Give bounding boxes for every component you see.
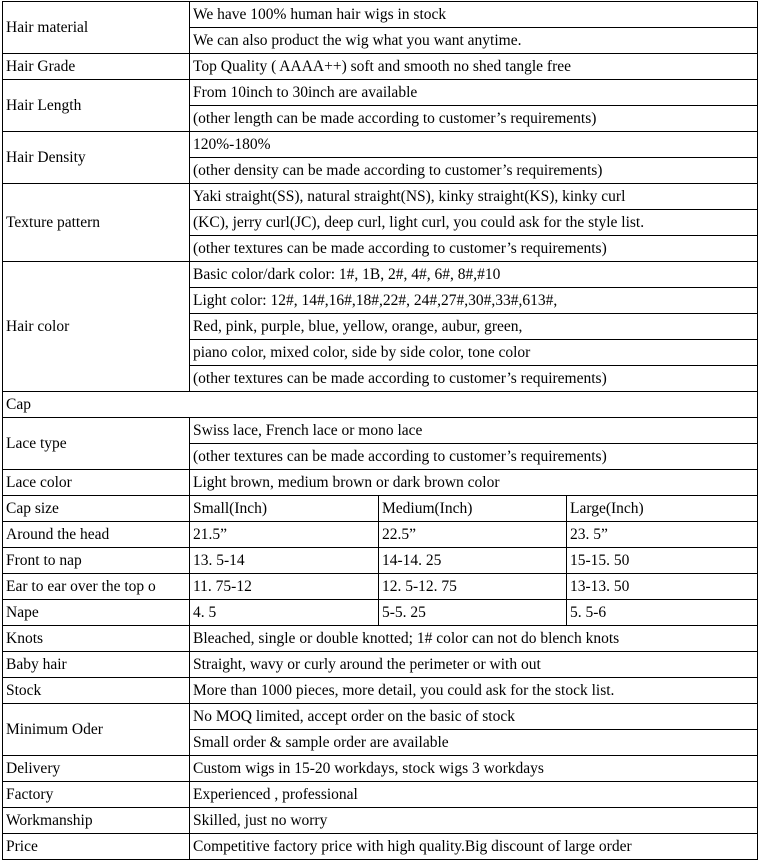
cap-size-value: 15-15. 50: [567, 548, 758, 574]
table-row: [3, 392, 758, 418]
cap-size-value: 14-14. 25: [379, 548, 567, 574]
table-row: [3, 704, 758, 730]
cap-size-value: 23. 5”: [567, 522, 758, 548]
table-row: [3, 756, 758, 782]
table-row: [3, 54, 758, 80]
cap-size-measure-label: Nape: [3, 600, 190, 626]
table-row: [3, 834, 758, 860]
row-label-baby-hair: Baby hair: [3, 652, 190, 678]
cap-size-value: 12. 5-12. 75: [379, 574, 567, 600]
row-value: (other density can be made according to customer’s requirements): [190, 158, 758, 184]
cap-size-row: [3, 600, 758, 626]
table-row: [3, 782, 758, 808]
table-row: [3, 626, 758, 652]
row-label-knots: Knots: [3, 626, 190, 652]
cap-size-measure-label: Front to nap: [3, 548, 190, 574]
cap-size-header-cell: Medium(Inch): [379, 496, 567, 522]
row-label-texture-pattern: Texture pattern: [3, 184, 190, 262]
row-label-price: Price: [3, 834, 190, 860]
table-row: [3, 808, 758, 834]
row-value: piano color, mixed color, side by side color, tone color: [190, 340, 758, 366]
row-value: Experienced , professional: [190, 782, 758, 808]
cap-size-value: 13-13. 50: [567, 574, 758, 600]
table-row: [3, 262, 758, 288]
row-label-lace-color: Lace color: [3, 470, 190, 496]
cap-size-row: [3, 574, 758, 600]
row-label-workmanship: Workmanship: [3, 808, 190, 834]
row-label-hair-density: Hair Density: [3, 132, 190, 184]
row-label-stock: Stock: [3, 678, 190, 704]
row-value: Red, pink, purple, blue, yellow, orange, aubur, green,: [190, 314, 758, 340]
cap-size-measure-label: Around the head: [3, 522, 190, 548]
row-value: More than 1000 pieces, more detail, you could ask for the stock list.: [190, 678, 758, 704]
cap-size-value: 13. 5-14: [190, 548, 379, 574]
row-label-minimum-oder: Minimum Oder: [3, 704, 190, 756]
row-value: Custom wigs in 15-20 workdays, stock wigs 3 workdays: [190, 756, 758, 782]
row-label-hair-grade: Hair Grade: [3, 54, 190, 80]
row-value: No MOQ limited, accept order on the basic of stock: [190, 704, 758, 730]
spec-sheet: [2, 1, 757, 860]
table-row: [3, 132, 758, 158]
table-row: [3, 184, 758, 210]
row-label-hair-length: Hair Length: [3, 80, 190, 132]
table-row: [3, 470, 758, 496]
cap-size-header-cell: Cap size: [3, 496, 190, 522]
row-value: Skilled, just no worry: [190, 808, 758, 834]
row-value: We have 100% human hair wigs in stock: [190, 2, 758, 28]
row-value: We can also product the wig what you want anytime.: [190, 28, 758, 54]
cap-size-value: 21.5”: [190, 522, 379, 548]
row-value: (other textures can be made according to customer’s requirements): [190, 366, 758, 392]
row-value: Swiss lace, French lace or mono lace: [190, 418, 758, 444]
row-value: Light brown, medium brown or dark brown color: [190, 470, 758, 496]
table-row: [3, 2, 758, 28]
table-row: [3, 652, 758, 678]
row-value: Straight, wavy or curly around the perimeter or with out: [190, 652, 758, 678]
row-value: 120%-180%: [190, 132, 758, 158]
table-row: [3, 678, 758, 704]
table-row: [3, 418, 758, 444]
row-value: (KC), jerry curl(JC), deep curl, light curl, you could ask for the style list.: [190, 210, 758, 236]
row-value: (other textures can be made according to customer’s requirements): [190, 236, 758, 262]
cap-size-row: [3, 522, 758, 548]
row-value: From 10inch to 30inch are available: [190, 80, 758, 106]
cap-size-value: 4. 5: [190, 600, 379, 626]
row-label-factory: Factory: [3, 782, 190, 808]
cap-size-header-cell: Large(Inch): [567, 496, 758, 522]
cap-size-value: 11. 75-12: [190, 574, 379, 600]
cap-section-heading: Cap: [3, 392, 758, 418]
row-value: Bleached, single or double knotted; 1# color can not do blench knots: [190, 626, 758, 652]
cap-size-value: 5. 5-6: [567, 600, 758, 626]
row-value: (other textures can be made according to customer’s requirements): [190, 444, 758, 470]
cap-size-value: 22.5”: [379, 522, 567, 548]
wig-specification-table: [2, 1, 758, 860]
row-value: Yaki straight(SS), natural straight(NS), kinky straight(KS), kinky curl: [190, 184, 758, 210]
row-value: Small order & sample order are available: [190, 730, 758, 756]
row-label-hair-color: Hair color: [3, 262, 190, 392]
cap-size-header-row: [3, 496, 758, 522]
row-value: Top Quality ( AAAA++) soft and smooth no shed tangle free: [190, 54, 758, 80]
cap-size-value: 5-5. 25: [379, 600, 567, 626]
cap-size-measure-label: Ear to ear over the top o: [3, 574, 190, 600]
row-label-lace-type: Lace type: [3, 418, 190, 470]
row-label-hair-material: Hair material: [3, 2, 190, 54]
cap-size-row: [3, 548, 758, 574]
row-value: Competitive factory price with high quality.Big discount of large order: [190, 834, 758, 860]
table-body: [3, 2, 758, 860]
cap-size-header-cell: Small(Inch): [190, 496, 379, 522]
row-value: (other length can be made according to customer’s requirements): [190, 106, 758, 132]
row-value: Basic color/dark color: 1#, 1B, 2#, 4#, 6#, 8#,#10: [190, 262, 758, 288]
table-row: [3, 80, 758, 106]
row-label-delivery: Delivery: [3, 756, 190, 782]
row-value: Light color: 12#, 14#,16#,18#,22#, 24#,27#,30#,33#,613#,: [190, 288, 758, 314]
